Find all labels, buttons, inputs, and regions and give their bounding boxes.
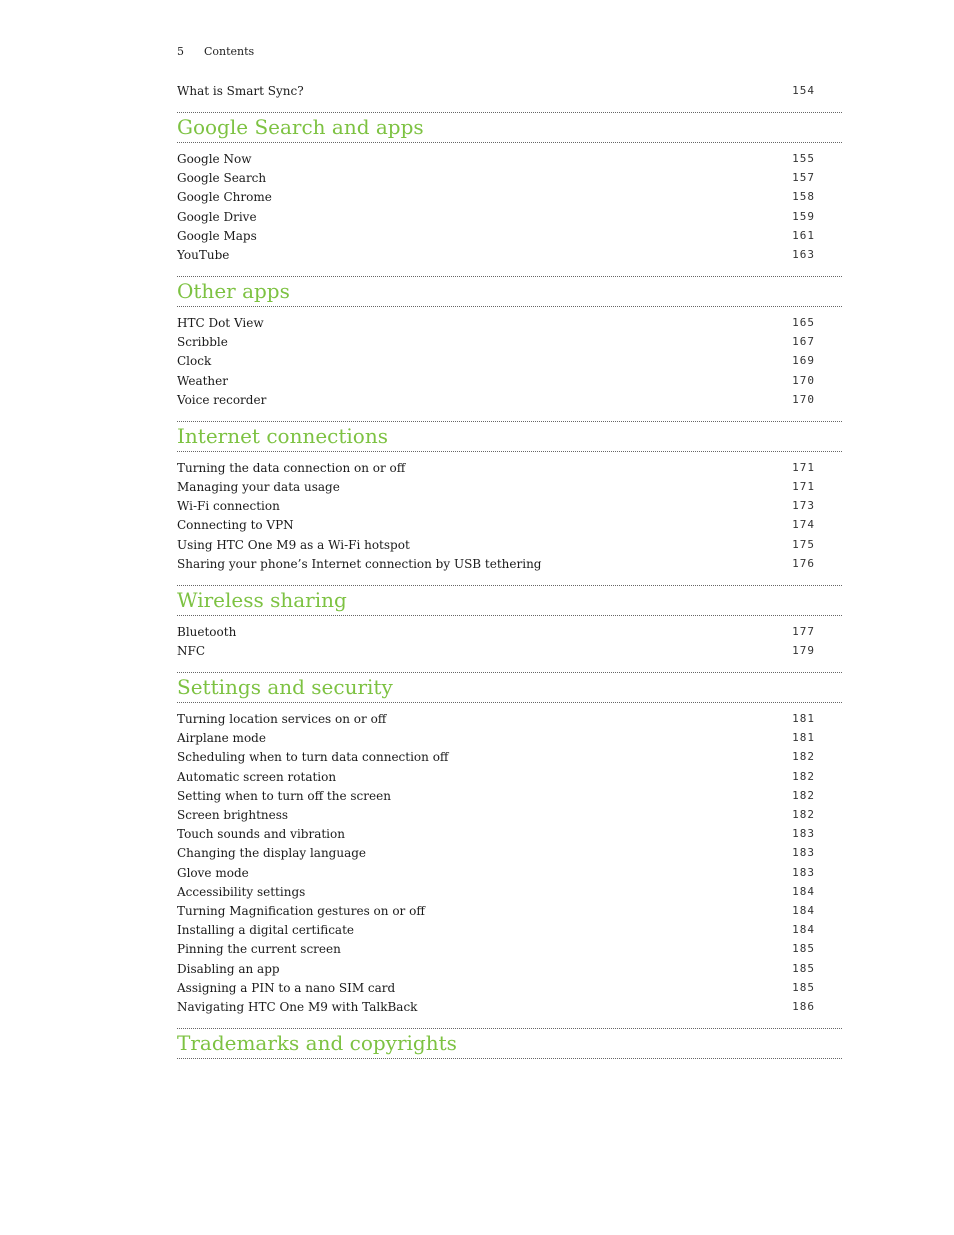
toc-entry[interactable] bbox=[177, 391, 842, 409]
toc-entry-title: Turning location services on or off bbox=[177, 712, 387, 726]
toc-entry-page-number: 185 bbox=[792, 961, 815, 975]
toc-entry[interactable] bbox=[177, 497, 842, 515]
toc-entry-title: Using HTC One M9 as a Wi-Fi hotspot bbox=[177, 537, 410, 552]
toc-entry[interactable] bbox=[177, 246, 842, 264]
toc-entry-page-number: 163 bbox=[792, 248, 815, 261]
toc-entry-page-number: 170 bbox=[792, 392, 815, 406]
toc-entry[interactable] bbox=[177, 169, 842, 187]
toc-entry-title: Pinning the current screen bbox=[177, 942, 341, 957]
section-heading: Internet connections bbox=[177, 423, 388, 448]
toc-entry[interactable] bbox=[177, 478, 842, 496]
toc-entry-title: Disabling an app bbox=[177, 961, 280, 976]
toc-entry[interactable] bbox=[177, 729, 842, 747]
toc-entry-page-number: 159 bbox=[792, 209, 815, 223]
toc-entry[interactable] bbox=[177, 864, 842, 882]
toc-entry-page-number: 170 bbox=[792, 373, 815, 387]
section-heading: Trademarks and copyrights bbox=[177, 1031, 457, 1055]
toc-entry-title: Scribble bbox=[177, 335, 228, 350]
toc-entry-title: Google Search bbox=[177, 171, 267, 186]
toc-entry[interactable] bbox=[177, 844, 842, 862]
toc-entry-title: YouTube bbox=[177, 248, 230, 262]
toc-entry-title: Turning the data connection on or off bbox=[177, 460, 406, 475]
toc-entry-page-number: 155 bbox=[792, 152, 815, 165]
toc-entry-page-number: 174 bbox=[792, 518, 815, 532]
toc-entry[interactable] bbox=[177, 536, 842, 554]
toc-entry-page-number: 181 bbox=[792, 731, 815, 745]
toc-entry-title: Voice recorder bbox=[177, 392, 267, 407]
toc-entry[interactable] bbox=[177, 188, 842, 206]
toc-entry-page-number: 171 bbox=[792, 480, 815, 493]
toc-entry-page-number: 154 bbox=[792, 84, 815, 97]
toc-entry[interactable] bbox=[177, 372, 842, 390]
toc-entry[interactable] bbox=[177, 748, 842, 766]
section-heading: Settings and security bbox=[177, 675, 393, 699]
toc-entry-title: Setting when to turn off the screen bbox=[177, 788, 391, 803]
toc-entry[interactable] bbox=[177, 208, 842, 226]
toc-entry-page-number: 185 bbox=[792, 980, 815, 994]
toc-entry-title: Automatic screen rotation bbox=[177, 769, 337, 784]
toc-entry-title: NFC bbox=[177, 644, 206, 658]
toc-entry[interactable] bbox=[177, 768, 842, 786]
toc-entry-page-number: 183 bbox=[792, 865, 815, 879]
toc-section-header[interactable] bbox=[177, 585, 842, 616]
toc-entry-page-number: 157 bbox=[792, 171, 815, 185]
toc-section-header[interactable] bbox=[177, 1028, 842, 1059]
toc-entry-page-number: 184 bbox=[792, 884, 815, 898]
toc-entry[interactable] bbox=[177, 352, 842, 370]
toc-entry[interactable] bbox=[177, 883, 842, 901]
toc-entry[interactable] bbox=[177, 902, 842, 920]
toc-entry[interactable] bbox=[177, 227, 842, 245]
toc-entry-page-number: 173 bbox=[792, 499, 815, 513]
toc-entry-title: Glove mode bbox=[177, 865, 249, 880]
toc-entry[interactable] bbox=[177, 825, 842, 843]
toc-entry[interactable] bbox=[177, 459, 842, 477]
toc-entry-page-number: 186 bbox=[792, 1000, 815, 1013]
toc-entry-page-number: 182 bbox=[792, 769, 815, 783]
toc-entry-title: Wi-Fi connection bbox=[177, 499, 280, 514]
header-label: Contents bbox=[204, 45, 255, 58]
toc-entry[interactable] bbox=[177, 314, 842, 332]
toc-entry-page-number: 182 bbox=[792, 808, 815, 821]
toc-entry[interactable] bbox=[177, 642, 842, 660]
toc-section-header[interactable] bbox=[177, 421, 842, 452]
toc-entry-page-number: 165 bbox=[792, 316, 815, 329]
toc-entry-title: Turning Magnification gestures on or off bbox=[177, 904, 425, 918]
section-heading: Other apps bbox=[177, 279, 290, 303]
toc-entry-title: Connecting to VPN bbox=[177, 518, 294, 533]
toc-entry-title: Assigning a PIN to a nano SIM card bbox=[177, 980, 396, 995]
toc-entry-title: Changing the display language bbox=[177, 846, 367, 861]
toc-section-header[interactable] bbox=[177, 276, 842, 307]
toc-entry[interactable] bbox=[177, 516, 842, 534]
toc-entry[interactable] bbox=[177, 806, 842, 824]
toc-entry[interactable] bbox=[177, 623, 842, 641]
toc-entry-page-number: 161 bbox=[792, 228, 815, 242]
toc-entry-page-number: 184 bbox=[792, 923, 815, 937]
toc-entry-title: Airplane mode bbox=[177, 731, 266, 746]
toc-entry-title: Managing your data usage bbox=[177, 480, 340, 494]
toc-entry-title: Accessibility settings bbox=[177, 884, 306, 899]
toc-entry-page-number: 171 bbox=[792, 460, 815, 474]
toc-entry-title: Google Maps bbox=[177, 228, 257, 243]
toc-entry-title: What is Smart Sync? bbox=[177, 84, 304, 98]
toc-entry-page-number: 182 bbox=[792, 750, 815, 764]
toc-entry[interactable] bbox=[177, 333, 842, 351]
toc-entry-page-number: 167 bbox=[792, 335, 815, 349]
toc-entry[interactable] bbox=[177, 998, 842, 1016]
toc-entry-page-number: 179 bbox=[792, 644, 815, 657]
toc-entry[interactable] bbox=[177, 82, 842, 100]
page-number: 5 bbox=[177, 45, 184, 58]
toc-entry-title: Bluetooth bbox=[177, 624, 237, 639]
toc-entry-page-number: 182 bbox=[792, 788, 815, 802]
toc-section-header[interactable] bbox=[177, 672, 842, 703]
toc-entry-page-number: 184 bbox=[792, 904, 815, 917]
toc-entry-title: Clock bbox=[177, 354, 212, 369]
toc-entry-page-number: 181 bbox=[792, 712, 815, 725]
running-header bbox=[177, 44, 254, 60]
section-heading: Wireless sharing bbox=[177, 587, 347, 612]
toc-section-header[interactable] bbox=[177, 112, 842, 143]
toc-entry[interactable] bbox=[177, 960, 842, 978]
toc-entry-title: Google Now bbox=[177, 152, 252, 166]
toc-entry-title: Weather bbox=[177, 373, 228, 388]
toc-entry[interactable] bbox=[177, 150, 842, 168]
toc-entry-title: HTC Dot View bbox=[177, 316, 264, 330]
toc-entry-page-number: 185 bbox=[792, 942, 815, 956]
toc-entry-title: Touch sounds and vibration bbox=[177, 827, 345, 842]
toc-entry-title: Google Chrome bbox=[177, 190, 272, 205]
toc-entry[interactable] bbox=[177, 555, 842, 573]
toc-entry-page-number: 176 bbox=[792, 556, 815, 570]
toc-entry[interactable] bbox=[177, 787, 842, 805]
toc-entry-page-number: 183 bbox=[792, 827, 815, 841]
toc-entry-title: Installing a digital certificate bbox=[177, 923, 354, 938]
toc-entry-title: Google Drive bbox=[177, 209, 257, 224]
toc-entry-title: Screen brightness bbox=[177, 808, 289, 822]
toc-entry-page-number: 175 bbox=[792, 537, 815, 551]
toc-entry-page-number: 183 bbox=[792, 846, 815, 860]
toc-entry-page-number: 158 bbox=[792, 190, 815, 204]
toc-entry[interactable] bbox=[177, 979, 842, 997]
toc-entry-title: Navigating HTC One M9 with TalkBack bbox=[177, 1000, 418, 1014]
toc-entry[interactable] bbox=[177, 940, 842, 958]
toc-entry[interactable] bbox=[177, 921, 842, 939]
toc-entry-page-number: 169 bbox=[792, 354, 815, 368]
toc-entry[interactable] bbox=[177, 710, 842, 728]
section-heading: Google Search and apps bbox=[177, 115, 424, 139]
toc-entry-title: Sharing your phone’s Internet connection by USB tethering bbox=[177, 556, 542, 571]
toc-entry-page-number: 177 bbox=[792, 624, 815, 638]
toc-entry-title: Scheduling when to turn data connection off bbox=[177, 750, 449, 765]
